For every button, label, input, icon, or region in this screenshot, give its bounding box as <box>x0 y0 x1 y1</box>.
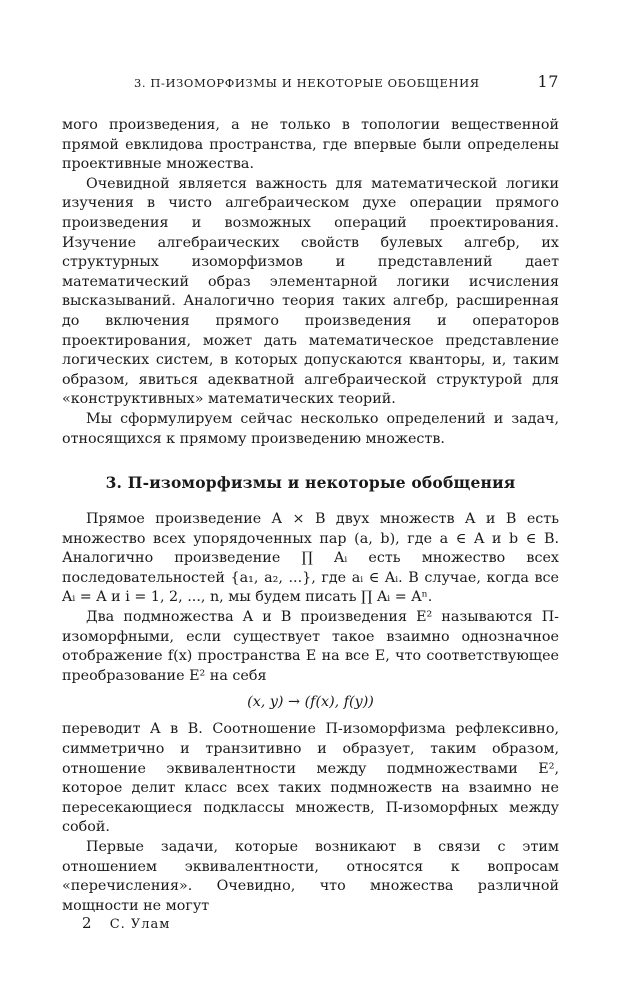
paragraph-definitions-intro: Мы сформулируем сейчас несколько определений и задач, относящихся к прямому произведению множеств. <box>62 410 559 447</box>
signature-author: С. Улам <box>109 917 171 932</box>
running-head <box>62 70 559 92</box>
printer-signature <box>82 914 170 932</box>
display-formula: (x, y) → (f(x), f(y)) <box>247 694 374 711</box>
paragraph-pi-isomorphic-definition: Два подмножества A и B произведения E² называются П-изоморфными, если существует такое взаимно однозначное отображение f(x) пространства E на все E, что соответствующее преобразование E² на себя <box>62 609 559 684</box>
page-number: 17 <box>537 72 559 91</box>
paragraph-continuation: мого произведения, а не только в топологии вещественной прямой евклидова пространства, где впервые были определены проективные множества. <box>62 117 559 173</box>
paragraph-equivalence-relation: переводит A в B. Соотношение П-изоморфизма рефлексивно, симметрично и транзитивно и образует, таким образом, отношение эквивалентности между подмножествами E², которое делит класс всех таких подмножеств на взаимно не пересекающиеся подклассы множеств, П-изоморфных между собой. <box>62 721 559 836</box>
signature-number: 2 <box>82 914 92 932</box>
paragraph-direct-product: Прямое произведение A × B двух множеств A и B есть множество всех упорядоченных пар (a, b), где a ∈ A и b ∈ B. Аналогично произведение ∏ Aᵢ есть множество всех последовательностей {a₁, a₂, ...}, где aᵢ ∈ Aᵢ. В случае, когда все Aᵢ = A и i = 1, 2, ..., n, мы будем писать ∏ Aᵢ = Aⁿ. <box>62 511 559 606</box>
section-heading: 3. П-изоморфизмы и некоторые обобщения <box>105 473 516 493</box>
paragraph-logic-importance: Очевидной является важность для математической логики изучения в чисто алгебраическом духе операции прямого произведения и возможных операций проектирования. Изучение алгебраических свойств булевых алгебр, их структурных изоморфизмов и представлений дает математический образ элементарной логики исчисления высказываний. Аналогично теория таких алгебр, расширенная до включения прямого произведения и операторов проектирования, может дать математическое представление логических систем, в которых допускаются кванторы, и, таким образом, явиться адекватной алгебраической структурой для «конструктивных» математических теорий. <box>62 175 559 408</box>
running-title: 3. П-ИЗОМОРФИЗМЫ И НЕКОТОРЫЕ ОБОБЩЕНИЯ <box>134 76 480 90</box>
paragraph-enumeration-problems: Первые задачи, которые возникают в связи с этим отношением эквивалентности, относятся к вопросам «перечисления». Очевидно, что множества различной мощности не могут <box>62 839 559 914</box>
book-page <box>62 70 559 916</box>
